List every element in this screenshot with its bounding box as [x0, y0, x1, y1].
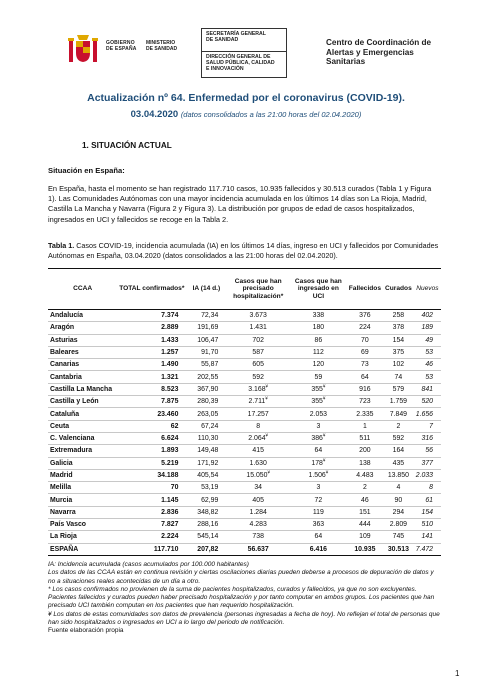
ministerio-label: MINISTERIO DE SANIDAD — [146, 40, 178, 52]
table-cell: 520 — [414, 396, 441, 408]
summary-paragraph: En España, hasta el momento se han registrado 117.710 casos, 10.935 fallecidos y 30.513 curados (Tabla 1 y Figura 1). Las Comunidades Autónomas con una mayor incidencia acumulada en los últimos 14 días son La Rioja, Madrid, Castilla La Mancha y Navarra (Figura 2 y Figura 3). La distribución por grupos de edad de casos hospitalizados, ingresados en UCI y fallecidos se recoge en la Tabla 2. — [48, 184, 432, 224]
table-cell: 62 — [117, 420, 186, 432]
table-row — [48, 346, 441, 358]
table-cell: 2.033 — [414, 469, 441, 481]
table-cell: Canarias — [48, 359, 117, 371]
table-row — [48, 310, 441, 322]
col-header: Casos que han ingresado en UCI — [290, 269, 347, 310]
table-cell: 72 — [290, 494, 347, 506]
table-cell: 723 — [347, 396, 383, 408]
table-cell: 6.416 — [290, 543, 347, 555]
table-cell: 46 — [347, 494, 383, 506]
table-cell: 55,87 — [186, 359, 226, 371]
table-cell: 386¥ — [290, 432, 347, 444]
table-cell: 367,90 — [186, 383, 226, 395]
col-header: Nuevos — [414, 269, 441, 310]
table-cell: 916 — [347, 383, 383, 395]
report-date: 03.04.2020 (datos consolidados a las 21:00 horas del 02.04.2020) — [130, 109, 362, 120]
table-cell: 1.284 — [226, 506, 290, 518]
table-cell: 70 — [347, 334, 383, 346]
table-cell: 1.630 — [226, 457, 290, 469]
table-header-row — [48, 269, 441, 310]
table-row — [48, 408, 441, 420]
col-header: TOTAL confirmados* — [117, 269, 186, 310]
table-cell: Ceuta — [48, 420, 117, 432]
table-cell: 2.064¥ — [226, 432, 290, 444]
table-cell: 7 — [414, 420, 441, 432]
source-note: Fuente elaboración propia — [48, 627, 124, 635]
table-cell: 8 — [226, 420, 290, 432]
table-cell: 13.850 — [383, 469, 414, 481]
table-cell: 4.283 — [226, 519, 290, 531]
table-cell: 745 — [383, 531, 414, 543]
table-cell: 338 — [290, 310, 347, 322]
table-cell: 2.889 — [117, 322, 186, 334]
table-cell: 64 — [290, 531, 347, 543]
table-cell: 405,54 — [186, 469, 226, 481]
table-cell: 545,14 — [186, 531, 226, 543]
table-cell: 7.827 — [117, 519, 186, 531]
table-total-row — [48, 543, 441, 555]
table-cell: 23.460 — [117, 408, 186, 420]
table-cell: 7.472 — [414, 543, 441, 555]
table-cell: 435 — [383, 457, 414, 469]
table-cell: 106,47 — [186, 334, 226, 346]
table-cell: 376 — [347, 310, 383, 322]
table-cell: 2.335 — [347, 408, 383, 420]
table-row — [48, 482, 441, 494]
table-cell: 355¥ — [290, 396, 347, 408]
table-cell: 2.053 — [290, 408, 347, 420]
table-cell: 120 — [290, 359, 347, 371]
table-cell: 1.893 — [117, 445, 186, 457]
table-cell: 17.257 — [226, 408, 290, 420]
table-cell: 154 — [414, 506, 441, 518]
table-row — [48, 420, 441, 432]
table-cell: 180 — [290, 322, 347, 334]
footnote: * Los casos confirmados no provienen de la suma de pacientes hospitalizados, curados y fallecidos, ya que no son excluyentes. Pacientes fallecidos y curados pueden haber precisado hospitalización y por tanto computar en ambos grupos. Los pacientes que han precisado UCI también computan en los pacientes que han requerido hospitalización. — [48, 585, 435, 610]
table-cell: 30.513 — [383, 543, 414, 555]
table-cell: 86 — [290, 334, 347, 346]
table-cell: 402 — [414, 310, 441, 322]
table-cell: 3 — [290, 482, 347, 494]
table-cell: 288,16 — [186, 519, 226, 531]
table-cell: Cantabria — [48, 371, 117, 383]
table-cell: 7.875 — [117, 396, 186, 408]
table-cell: 377 — [414, 457, 441, 469]
table-row — [48, 334, 441, 346]
table-cell: 8 — [414, 482, 441, 494]
table-cell: 294 — [383, 506, 414, 518]
table-cell: 378 — [383, 322, 414, 334]
table-cell: 3.673 — [226, 310, 290, 322]
table-cell: 64 — [290, 445, 347, 457]
table-cell: 1.431 — [226, 322, 290, 334]
table-cell: 53,19 — [186, 482, 226, 494]
table-cell: 10.935 — [347, 543, 383, 555]
table-caption: Tabla 1. Casos COVID-19, incidencia acumulada (IA) en los últimos 14 días, ingreso en UCI y fallecidos por Comunidades Autónomas en España, 03.04.2020 (datos consolidados a las 21:00 horas del 02.04.2020). — [48, 241, 439, 260]
table-row — [48, 519, 441, 531]
table-cell: 2 — [383, 420, 414, 432]
col-header: CCAA — [48, 269, 117, 310]
table-cell: 511 — [347, 432, 383, 444]
table-cell: 2.809 — [383, 519, 414, 531]
table-cell: 1.656 — [414, 408, 441, 420]
table-cell: 8.523 — [117, 383, 186, 395]
table-cell: 7.849 — [383, 408, 414, 420]
table-cell: 53 — [414, 371, 441, 383]
table-cell: 702 — [226, 334, 290, 346]
table-cell: 102 — [383, 359, 414, 371]
table-cell: 61 — [414, 494, 441, 506]
direccion-box: DIRECCIÓN GENERAL DE SALUD PÚBLICA, CALIDAD E INNOVACIÓN — [201, 52, 287, 78]
table-cell: 316 — [414, 432, 441, 444]
table-cell: 1 — [347, 420, 383, 432]
footnote: Los datos de las CCAA están en continua revisión y ciertas oscilaciones diarias pueden deberse a procesos de depuración de datos y no a situaciones reales acontecidas de un día a otro. — [48, 569, 434, 585]
gobierno-label: GOBIERNO DE ESPAÑA — [106, 40, 137, 52]
footnotes — [48, 561, 442, 636]
table-cell: 49 — [414, 334, 441, 346]
table-cell: 119 — [290, 506, 347, 518]
table-cell: 738 — [226, 531, 290, 543]
table-cell: 34 — [226, 482, 290, 494]
table-row — [48, 383, 441, 395]
table-cell: 375 — [383, 346, 414, 358]
table-cell: 587 — [226, 346, 290, 358]
table-cell: 5.219 — [117, 457, 186, 469]
table-cell: País Vasco — [48, 519, 117, 531]
table-cell: 178¥ — [290, 457, 347, 469]
table-cell: Galicia — [48, 457, 117, 469]
table-cell: 202,55 — [186, 371, 226, 383]
table-cell: 1.759 — [383, 396, 414, 408]
coat-of-arms-icon — [66, 32, 100, 66]
table-cell: 263,05 — [186, 408, 226, 420]
table-cell: 7.374 — [117, 310, 186, 322]
table-cell: Madrid — [48, 469, 117, 481]
secretaria-box: SECRETARÍA GENERAL DE SANIDAD — [201, 28, 287, 52]
table-cell: 15.050¥ — [226, 469, 290, 481]
table-cell: Melilla — [48, 482, 117, 494]
table-cell: 109 — [347, 531, 383, 543]
table-cell: 444 — [347, 519, 383, 531]
table-cell: 1.257 — [117, 346, 186, 358]
table-cell: 74 — [383, 371, 414, 383]
col-header: IA (14 d.) — [186, 269, 226, 310]
table-cell: 405 — [226, 494, 290, 506]
table-cell: 280,39 — [186, 396, 226, 408]
table-cell: 841 — [414, 383, 441, 395]
table-cell: 151 — [347, 506, 383, 518]
table-cell: 592 — [383, 432, 414, 444]
table-cell: 149,48 — [186, 445, 226, 457]
table-cell: Castilla y León — [48, 396, 117, 408]
table-cell: 110,30 — [186, 432, 226, 444]
table-row — [48, 371, 441, 383]
table-cell: 224 — [347, 322, 383, 334]
footnote: ¥ Los datos de estas comunidades son datos de prevalencia (personas ingresadas a fecha de hoy). No reflejan el total de personas que han sido hospitalizados o ingresados en UCI a lo largo del periodo de notificación. — [48, 610, 440, 627]
table-cell: 3 — [290, 420, 347, 432]
table-cell: Aragón — [48, 322, 117, 334]
table-cell: Extremadura — [48, 445, 117, 457]
table-cell: Murcia — [48, 494, 117, 506]
table-cell: 73 — [347, 359, 383, 371]
table-cell: 138 — [347, 457, 383, 469]
table-cell: 3.168¥ — [226, 383, 290, 395]
table-row — [48, 396, 441, 408]
table-cell: 605 — [226, 359, 290, 371]
centro-coordinacion-label: Centro de Coordinación de Alertas y Emergencias Sanitarias — [326, 38, 432, 67]
table-cell: 70 — [117, 482, 186, 494]
table-cell: 592 — [226, 371, 290, 383]
table-cell: 164 — [383, 445, 414, 457]
table-cell: 2.224 — [117, 531, 186, 543]
col-header: Fallecidos — [347, 269, 383, 310]
table-cell: 69 — [347, 346, 383, 358]
table-cell: 64 — [347, 371, 383, 383]
table-cell: 4 — [383, 482, 414, 494]
table-cell: 2.836 — [117, 506, 186, 518]
table-cell: 1.506¥ — [290, 469, 347, 481]
ccaa-table — [48, 268, 441, 556]
table-cell: 62,99 — [186, 494, 226, 506]
table-cell: 91,70 — [186, 346, 226, 358]
table-cell: 46 — [414, 359, 441, 371]
table-cell: 67,24 — [186, 420, 226, 432]
table-cell: 1.321 — [117, 371, 186, 383]
col-header: Casos que han precisado hospitalización* — [226, 269, 290, 310]
table-row — [48, 469, 441, 481]
table-cell: 141 — [414, 531, 441, 543]
table-cell: 1.145 — [117, 494, 186, 506]
table-cell: C. Valenciana — [48, 432, 117, 444]
table-row — [48, 531, 441, 543]
table-cell: 510 — [414, 519, 441, 531]
subsection-heading: Situación en España: — [48, 166, 125, 175]
table-cell: 348,82 — [186, 506, 226, 518]
table-row — [48, 359, 441, 371]
table-cell: 258 — [383, 310, 414, 322]
table-cell: 59 — [290, 371, 347, 383]
table-cell: 56.637 — [226, 543, 290, 555]
table-cell: 415 — [226, 445, 290, 457]
table-cell: 189 — [414, 322, 441, 334]
col-header: Curados — [383, 269, 414, 310]
table-cell: Baleares — [48, 346, 117, 358]
table-cell: 1.433 — [117, 334, 186, 346]
table-cell: 363 — [290, 519, 347, 531]
table-cell: 200 — [347, 445, 383, 457]
table-cell: La Rioja — [48, 531, 117, 543]
table-cell: 207,82 — [186, 543, 226, 555]
table-cell: 34.188 — [117, 469, 186, 481]
table-row — [48, 322, 441, 334]
table-cell: 579 — [383, 383, 414, 395]
table-row — [48, 445, 441, 457]
table-cell: 1.490 — [117, 359, 186, 371]
table-row — [48, 432, 441, 444]
table-row — [48, 457, 441, 469]
table-cell: 4.483 — [347, 469, 383, 481]
footnote: IA: Incidencia acumulada (casos acumulados por 100.000 habitantes) — [48, 561, 249, 568]
table-cell: 171,92 — [186, 457, 226, 469]
table-cell: 355¥ — [290, 383, 347, 395]
table-cell: 72,34 — [186, 310, 226, 322]
table-cell: 2 — [347, 482, 383, 494]
table-cell: ESPAÑA — [48, 543, 117, 555]
table-cell: 117.710 — [117, 543, 186, 555]
table-cell: Cataluña — [48, 408, 117, 420]
table-row — [48, 506, 441, 518]
table-cell: 154 — [383, 334, 414, 346]
page-number: 1 — [455, 669, 460, 678]
table-cell: Castilla La Mancha — [48, 383, 117, 395]
table-cell: 53 — [414, 346, 441, 358]
page-title: Actualización nº 64. Enfermedad por el coronavirus (COVID-19). — [87, 92, 405, 104]
section-heading: 1. SITUACIÓN ACTUAL — [82, 141, 172, 150]
table-cell: 56 — [414, 445, 441, 457]
table-cell: 90 — [383, 494, 414, 506]
table-cell: 2.711¥ — [226, 396, 290, 408]
table-cell: Andalucía — [48, 310, 117, 322]
table-row — [48, 494, 441, 506]
table-cell: 6.624 — [117, 432, 186, 444]
table-cell: 112 — [290, 346, 347, 358]
table-cell: Navarra — [48, 506, 117, 518]
table-cell: Asturias — [48, 334, 117, 346]
table-cell: 191,69 — [186, 322, 226, 334]
